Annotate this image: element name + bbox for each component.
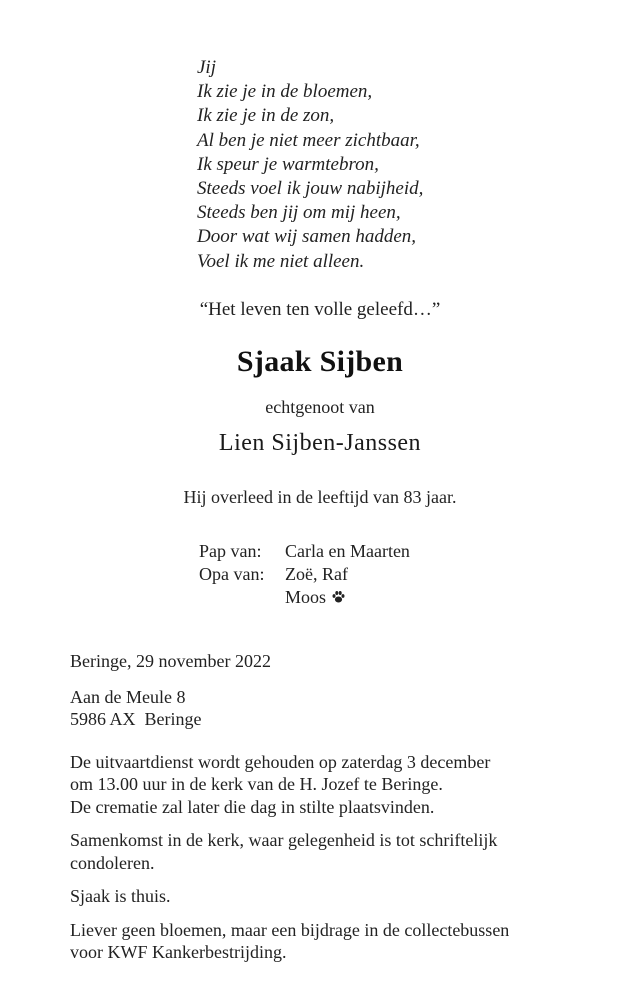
poem-line: Door wat wij samen hadden, (197, 226, 417, 248)
family-value: Moos (285, 587, 327, 607)
family-label (199, 586, 285, 610)
flowers-line: Liever geen bloemen, maar een bijdrage in de collectebussen (70, 919, 510, 940)
deceased-name: Sjaak Sijben (236, 345, 404, 378)
service-line: De crematie zal later die dag in stilte plaatsvinden. (70, 796, 435, 817)
poem-line: Steeds voel ik jouw nabijheid, (197, 178, 424, 200)
poem-line: Steeds ben jij om mij heen, (197, 202, 401, 224)
family-list (199, 540, 410, 610)
poem-line: Ik zie je in de zon, (197, 105, 335, 127)
family-label: Pap van: (199, 541, 262, 561)
gathering-line: condoleren. (70, 852, 155, 873)
place-date: Beringe, 29 november 2022 (70, 651, 271, 671)
poem-line: Voel ik me niet alleen. (197, 250, 365, 272)
service-line: De uitvaartdienst wordt gehouden op zaterdag 3 december (70, 751, 491, 772)
age-text: Hij overleed in de leeftijd van 83 jaar. (183, 487, 457, 507)
family-row (199, 563, 410, 586)
paw-icon (331, 587, 346, 610)
service-line: om 13.00 uur in de kerk van de H. Jozef te Beringe. (70, 774, 443, 794)
poem-line: Jij (197, 57, 216, 78)
family-label: Opa van: (199, 564, 265, 584)
notice-details (70, 650, 610, 964)
home-line: Sjaak is thuis. (70, 886, 171, 906)
gathering-line: Samenkomst in de kerk, waar gelegenheid is tot schriftelijk (70, 830, 498, 850)
family-value: Carla en Maarten (285, 541, 410, 561)
family-value: Zoë, Raf (285, 564, 348, 584)
family-value-wrap (285, 586, 346, 610)
poem (197, 56, 423, 274)
flowers-line: voor KWF Kankerbestrijding. (70, 942, 287, 962)
family-row (199, 540, 410, 563)
address-line: Aan de Meule 8 (70, 686, 186, 707)
relation-label: echtgenoot van (265, 397, 375, 417)
poem-line: Ik speur je warmtebron, (197, 153, 379, 175)
address-line: 5986 AX Beringe (70, 709, 202, 729)
quote: “Het leven ten volle geleefd…” (199, 299, 441, 320)
family-row (199, 586, 410, 610)
poem-line: Al ben je niet meer zichtbaar, (197, 129, 420, 151)
poem-line: Ik zie je in de bloemen, (197, 81, 373, 103)
spouse-name: Lien Sijben-Janssen (218, 430, 422, 456)
